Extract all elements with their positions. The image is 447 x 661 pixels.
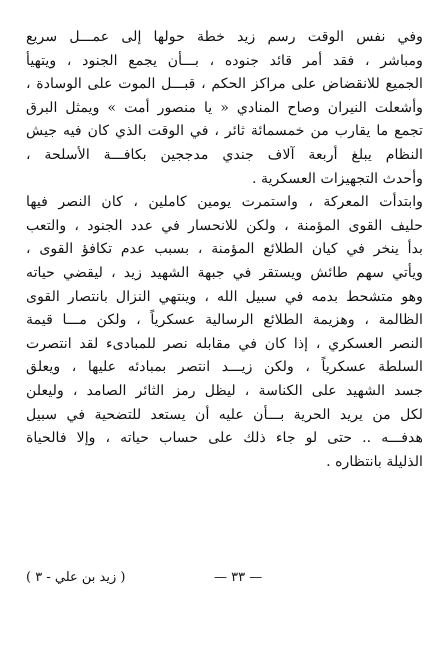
page-number: — ٣٣ — xyxy=(214,570,263,585)
text-line: الجميع للانقضاض على مراكز الحكم ، قبـــل الموت على الوسادة ، xyxy=(26,76,423,93)
body-text xyxy=(26,26,423,474)
source-reference: ( زيد بن علي - ٣ ) xyxy=(26,570,126,585)
text-line: الذليلة بانتظاره . xyxy=(326,453,423,470)
text-line: الظالمة ، وهزيمة الطلائع الرسالية عسكرياً ، ولكن مـــا قيمة xyxy=(26,312,423,329)
text-line: وفي نفس الوقت رسم زيد خطة حولها إلى عمـــل سريع xyxy=(26,29,423,45)
text-line: بدأ ينخر في كيان الطلائع المؤمنة ، بسبب عدم تكافؤ القوى ، xyxy=(26,241,423,258)
text-line: ومباشر ، فقد أمر قائد جنوده ، بـــأن يجمع الجنود ، ويتهيأ xyxy=(26,52,423,69)
text-line: هدفـــه .. حتى لو جاء ذلك على حساب حياته ، وإلا فالحياة xyxy=(26,430,423,447)
text-line: وابتدأت المعركة ، واستمرت يومين كاملين ، كان النصر فيها xyxy=(26,194,423,211)
paragraph-1 xyxy=(26,26,423,191)
text-line: ويأتي سهم طائش ويستقر في جبهة الشهيد زيد ، ليقضي حياته xyxy=(26,264,423,281)
text-line: وأشعلت النيران وصاح المنادي « يا منصور أمت » ويمثل البرق xyxy=(26,99,423,116)
paragraph-2 xyxy=(26,191,423,474)
text-line: النظام يبلغ أربعة آلاف جندي مدججين بكافـــة الأسلحة ، xyxy=(26,146,423,163)
text-line: حليف القوى المؤمنة ، ولكن للانحسار في عدد الجنود ، والتعب xyxy=(26,217,423,234)
text-line: النصر العسكري ، إذا كان في مقابله نصر للمبادىء لقد انتصرت xyxy=(26,335,423,352)
text-line: لكل من يريد الحرية بـــأن عليه أن يستعد للتضحية في سبيل xyxy=(26,406,423,423)
page-footer xyxy=(22,570,423,592)
text-line: وهو متشحط بدمه في سبيل الله ، وينتهي النزال بانتصار القوى xyxy=(26,288,423,305)
text-line: السلطة عسكرياً ، ولكن زيـــد انتصر بمبادئه عليها ، ويعلق xyxy=(26,359,423,376)
text-line: وأحدث التجهيزات العسكرية . xyxy=(251,170,423,187)
text-line: جسد الشهيد على الكناسة ، ليظل رمز الثائر الصامد ، وليعلن xyxy=(26,382,423,399)
text-line: تجمع ما يقارب من خمسمائة ثائر ، في الوقت الذي كان فيه جيش xyxy=(26,123,423,140)
